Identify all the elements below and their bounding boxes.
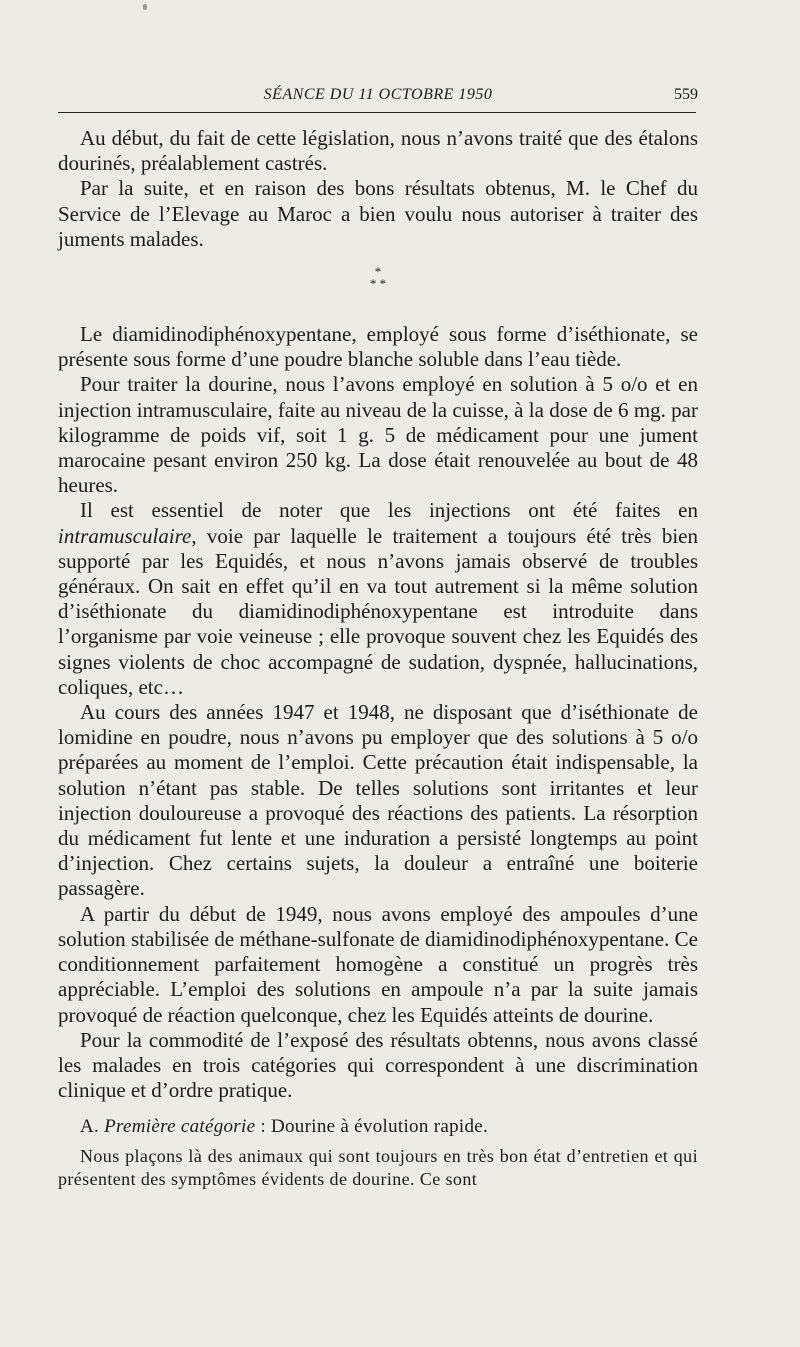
section-a-text: Nous plaçons là des animaux qui sont toujours en très bon état d’entretien et qui présentent des symptômes évidents de dourine. Ce sont	[58, 1146, 698, 1190]
paragraph-5	[58, 498, 698, 700]
page-header	[58, 84, 698, 108]
print-speck	[143, 4, 147, 10]
paragraph-3: Le diamidinodiphénoxypentane, employé sous forme d’iséthionate, se présente sous forme d’une poudre blanche soluble dans l’eau tiède.	[58, 322, 698, 372]
section-a-title: Première catégorie	[104, 1116, 256, 1138]
paragraph-4: Pour traiter la dourine, nous l’avons employé en solution à 5 o/o et en injection intramusculaire, faite au niveau de la cuisse, à la dose de 6 mg. par kilogramme de poids vif, soit 1 g. 5 de médicament pour une jument marocaine pesant environ 250 kg. La dose était renouvelée au bout de 48 heures.	[58, 372, 698, 498]
running-head: SÉANCE DU 11 OCTOBRE 1950	[263, 86, 493, 103]
paragraph-5-end: , voie par laquelle le traitement a toujours été très bien supporté par les Equidés, et nous n’avons jamais observé de troubles généraux. On sait en effet qu’il en va tout autrement si la même solution d’iséthionate du diamidinodiphénoxypentane est introduite dans l’organisme par voie veineuse ; elle provoque souvent chez les Equidés des signes violents de choc accompagné de sudation, dyspnée, hallucinations, coliques, etc…	[58, 523, 698, 699]
paragraph-8: Pour la commodité de l’exposé des résultats obtenns, nous avons classé les malades en trois catégories qui correspondent à une discrimination clinique et d’ordre pratique.	[58, 1027, 698, 1103]
asterism-bottom: * *	[369, 276, 387, 292]
paragraph-1: Au début, du fait de cette législation, nous n’avons traité que des étalons dourinés, préalablement castrés.	[58, 126, 698, 176]
asterism-top: *	[374, 264, 382, 280]
paragraph-5-start: Il est essentiel de noter que les injections ont été faites en	[80, 498, 698, 523]
section-separator	[58, 266, 698, 290]
header-rule	[58, 112, 696, 113]
section-a-label: A.	[80, 1116, 105, 1138]
body-text	[58, 126, 698, 1191]
section-a-heading	[58, 1115, 698, 1139]
paragraph-5-italic: intramusculaire	[58, 523, 192, 548]
page-number: 559	[674, 86, 698, 103]
section-a-subtitle: : Dourine à évolution rapide.	[255, 1116, 489, 1138]
paragraph-2: Par la suite, et en raison des bons résultats obtenus, M. le Chef du Service de l’Elevage au Maroc a bien voulu nous autoriser à traiter des juments malades.	[58, 176, 698, 251]
paragraph-7: A partir du début de 1949, nous avons employé des ampoules d’une solution stabilisée de méthane-sulfonate de diamidinodiphénoxypentane. Ce conditionnement parfaitement homogène a constitué un progrès très appréciable. L’emploi des solutions en ampoule n’a par la suite jamais provoqué de réaction quelconque, chez les Equidés atteints de dourine.	[58, 901, 698, 1027]
paragraph-6: Au cours des années 1947 et 1948, ne disposant que d’iséthionate de lomidine en poudre, nous n’avons pu employer que des solutions à 5 o/o préparées au moment de l’emploi. Cette précaution était indispensable, la solution n’étant pas stable. De telles solutions sont irritantes et leur injection douloureuse a provoqué des réactions des patients. La résorption du médicament fut lente et une induration a persisté longtemps au point d’injection. Chez certains sujets, la douleur a entraîné une boiterie passagère.	[58, 700, 698, 901]
